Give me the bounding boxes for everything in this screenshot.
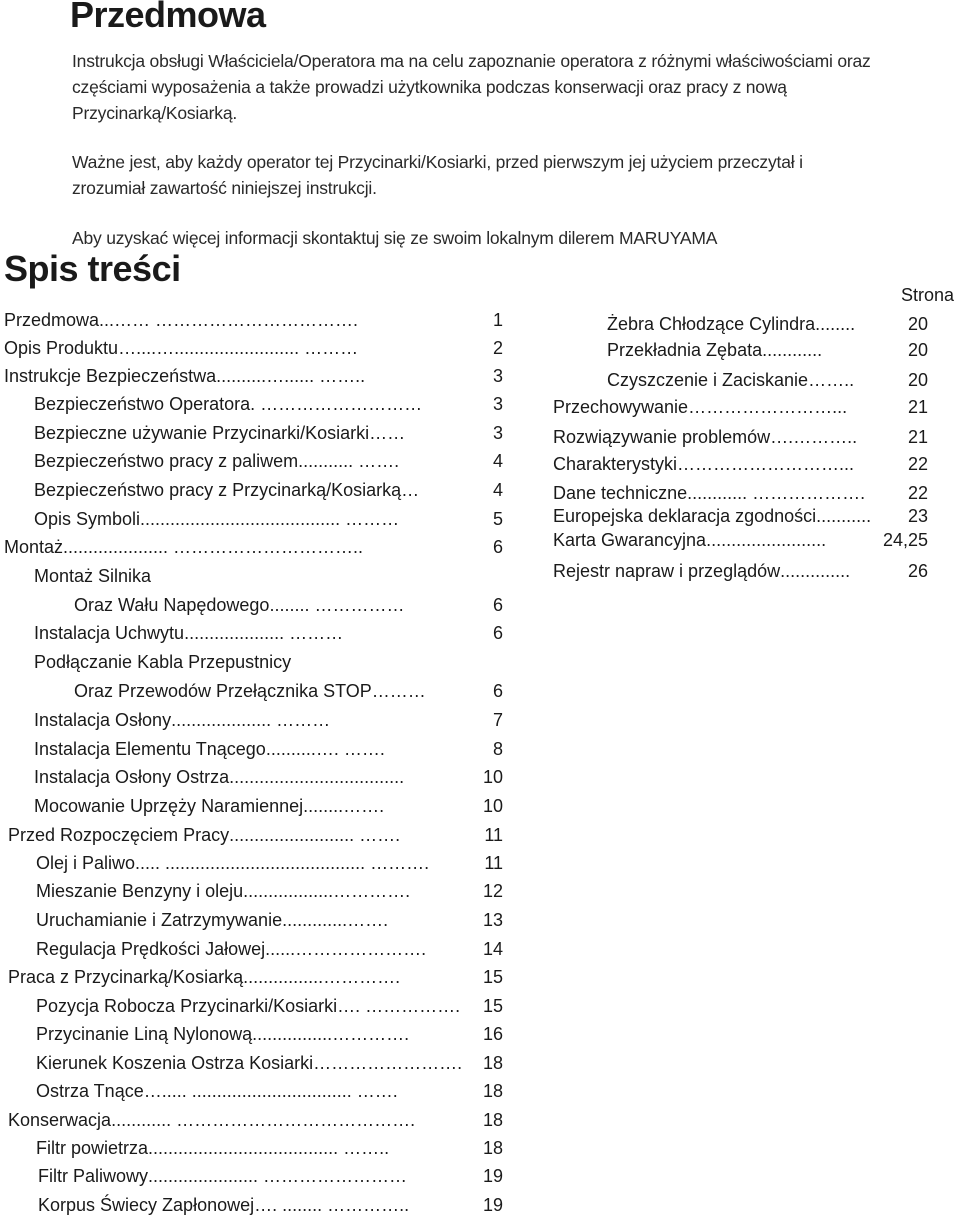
toc-entry-leader: ..... ........................................ ………. — [135, 853, 430, 873]
toc-entry-page: 11 — [484, 853, 503, 873]
toc-entry-leader: ...................... …………………… — [148, 1166, 408, 1186]
toc-entry — [553, 482, 928, 504]
intro-paragraph-3: Aby uzyskać więcej informacji skontaktuj się ze swoim lokalnym dilerem MARUYAMA — [72, 228, 718, 248]
toc-entry-title: Regulacja Prędkości Jałowej — [36, 939, 266, 959]
toc-entry-page: 12 — [482, 881, 503, 901]
toc-entry-title: Bezpieczne używanie Przycinarki/Kosiarki — [34, 423, 370, 443]
toc-entry-page: 2 — [492, 338, 503, 358]
toc-entry-page: 10 — [482, 767, 503, 787]
toc-entry — [36, 852, 503, 874]
toc-entry-title: Czyszczenie i Zaciskanie — [607, 370, 809, 390]
toc-entry-title: Opis Symboli — [34, 509, 141, 529]
toc-entry-leader: ........................ — [706, 530, 827, 550]
toc-entry-leader: ........... — [816, 506, 872, 526]
toc-entry-leader: ..........…. ……. — [265, 739, 385, 759]
toc-entry — [34, 565, 154, 587]
toc-entry-title: Instalacja Osłony Ostrza — [34, 767, 230, 787]
toc-entry-page: 11 — [484, 825, 503, 845]
toc-entry — [36, 909, 503, 931]
toc-entry-title: Przekładnia Zębata — [607, 340, 763, 360]
toc-entry-page: 20 — [907, 370, 928, 390]
toc-entry-leader: .............. — [780, 561, 851, 581]
toc-entry-title: Przechowywanie — [553, 397, 689, 417]
toc-entry-page: 18 — [482, 1110, 503, 1130]
toc-entry-title: Oraz Wału Napędowego — [74, 595, 270, 615]
toc-entry — [74, 680, 503, 702]
intro-line: Przycinarką/Kosiarką. — [72, 103, 238, 123]
toc-entry — [36, 1052, 503, 1074]
toc-title: Spis treści — [4, 248, 181, 289]
toc-entry — [553, 560, 928, 582]
toc-entry-leader: ..........…...... …….. — [216, 366, 366, 386]
toc-entry-leader: ………………………... — [677, 454, 855, 474]
toc-entry-title: Przycinanie Liną Nylonową — [36, 1024, 253, 1044]
toc-entry-leader: ................................... — [229, 767, 405, 787]
toc-entry-page: 16 — [482, 1024, 503, 1044]
toc-entry-page: 15 — [482, 967, 503, 987]
toc-entry-page: 6 — [492, 681, 503, 701]
intro-line: Ważne jest, aby każdy operator tej Przycinarki/Kosiarki, przed pierwszym jej użyciem przeczytał i — [72, 152, 803, 172]
toc-entry-page: 20 — [907, 314, 928, 334]
toc-entry-page: 8 — [492, 739, 503, 759]
toc-entry-title: Instrukcje Bezpieczeństwa — [4, 366, 217, 386]
toc-entry-page: 5 — [492, 509, 503, 529]
toc-entry-title: Europejska deklaracja zgodności — [553, 506, 817, 526]
toc-entry-leader: ............ — [762, 340, 823, 360]
toc-entry-leader: .................... ……… — [184, 623, 344, 643]
toc-entry-leader: …….. — [808, 370, 855, 390]
toc-entry-page: 19 — [482, 1195, 503, 1215]
toc-entry-page: 26 — [907, 561, 928, 581]
toc-entry-leader: ........……. — [303, 796, 385, 816]
toc-entry — [34, 795, 503, 817]
toc-entry — [607, 369, 928, 391]
toc-entry-leader: ...................................... …….. — [148, 1138, 390, 1158]
toc-entry-page: 1 — [492, 310, 503, 330]
toc-entry-page — [291, 651, 294, 673]
toc-entry-leader: ….……….. — [770, 427, 858, 447]
toc-entry-leader: …. ……………. — [337, 996, 461, 1016]
toc-entry — [553, 529, 928, 551]
toc-entry-title: Montaż — [4, 537, 64, 557]
intro-line: zrozumiał zawartość niniejszej instrukcji. — [72, 178, 377, 198]
toc-entry-title: Rozwiązywanie problemów — [553, 427, 771, 447]
toc-entry-leader: .............……. — [282, 910, 389, 930]
toc-entry-page: 19 — [482, 1166, 503, 1186]
toc-entry — [34, 450, 503, 472]
toc-entry — [34, 393, 503, 415]
toc-entry — [607, 339, 928, 361]
toc-entry-title: Podłączanie Kabla Przepustnicy — [34, 652, 292, 672]
toc-entry-leader: ........... ……. — [298, 451, 400, 471]
toc-entry — [8, 1109, 503, 1131]
toc-entry-page: 23 — [907, 506, 928, 526]
toc-entry-leader: ..................…………. — [243, 881, 411, 901]
toc-entry-leader: ..................... ………………………….. — [63, 537, 364, 557]
toc-entry-page — [151, 565, 154, 587]
toc-entry-page: 21 — [907, 427, 928, 447]
toc-entry-title: Montaż Silnika — [34, 566, 152, 586]
toc-entry — [36, 1137, 503, 1159]
toc-entry-title: Kierunek Koszenia Ostrza Kosiarki — [36, 1053, 314, 1073]
toc-entry — [8, 824, 503, 846]
toc-entry-title: Dane techniczne — [553, 483, 688, 503]
toc-entry — [36, 938, 503, 960]
toc-entry-title: Praca z Przycinarką/Kosiarką — [8, 967, 244, 987]
toc-entry-page: 3 — [492, 394, 503, 414]
toc-entry — [4, 365, 503, 387]
toc-entry-title: Instalacja Uchwytu — [34, 623, 185, 643]
toc-entry-page: 18 — [482, 1138, 503, 1158]
toc-entry-page: 18 — [482, 1053, 503, 1073]
toc-entry-leader: ................…………. — [252, 1024, 410, 1044]
toc-entry-title: Rejestr napraw i przeglądów — [553, 561, 781, 581]
toc-entry-title: Przedmowa — [4, 310, 100, 330]
toc-entry-leader: ........ …………… — [269, 595, 405, 615]
toc-entry-title: Mieszanie Benzyny i oleju — [36, 881, 244, 901]
toc-entry — [553, 453, 928, 475]
toc-entry-leader: ……………………. — [313, 1053, 463, 1073]
toc-entry-page: 4 — [492, 480, 503, 500]
toc-entry — [36, 880, 503, 902]
intro-paragraph-1 — [72, 48, 871, 126]
toc-entry-page: 18 — [482, 1081, 503, 1101]
toc-entry-title: Filtr powietrza — [36, 1138, 149, 1158]
toc-entry-title: Korpus Świecy Zapłonowej — [38, 1195, 255, 1215]
toc-entry-page: 3 — [492, 366, 503, 386]
toc-entry-page: 22 — [907, 483, 928, 503]
toc-entry-title: Bezpieczeństwo pracy z Przycinarką/Kosiarką — [34, 480, 402, 500]
toc-entry-page: 21 — [907, 397, 928, 417]
toc-entry — [4, 337, 503, 359]
toc-entry-title: Bezpieczeństwo pracy z paliwem — [34, 451, 299, 471]
toc-entry — [36, 995, 503, 1017]
toc-entry-leader: .................... ……… — [171, 710, 331, 730]
toc-entry-page: 24,25 — [882, 530, 928, 550]
toc-entry-page: 6 — [492, 623, 503, 643]
toc-entry — [34, 622, 503, 644]
toc-entry — [34, 508, 503, 530]
toc-entry — [553, 505, 928, 527]
toc-entry — [553, 426, 928, 448]
toc-entry — [34, 738, 503, 760]
toc-entry-title: Uruchamianie i Zatrzymywanie — [36, 910, 283, 930]
toc-entry-page: 3 — [492, 423, 503, 443]
toc-entry-leader: ……… — [371, 681, 426, 701]
toc-entry — [607, 313, 928, 335]
toc-entry-page: 14 — [482, 939, 503, 959]
toc-entry-title: Bezpieczeństwo Operatora — [34, 394, 251, 414]
toc-entry — [36, 1023, 503, 1045]
toc-entry-leader: ......…………………. — [265, 939, 427, 959]
toc-entry-page: 6 — [492, 537, 503, 557]
toc-entry — [34, 651, 294, 673]
toc-entry-page: 13 — [482, 910, 503, 930]
toc-entry-title: Charakterystyki — [553, 454, 678, 474]
toc-entry-leader: …… — [369, 423, 406, 443]
toc-entry — [36, 1080, 503, 1102]
toc-entry-title: Olej i Paliwo — [36, 853, 136, 873]
toc-entry — [74, 594, 503, 616]
toc-entry-page: 15 — [482, 996, 503, 1016]
toc-entry-title: Ostrza Tnące — [36, 1081, 144, 1101]
toc-entry-page: 6 — [492, 595, 503, 615]
toc-entry-title: Pozycja Robocza Przycinarki/Kosiarki — [36, 996, 338, 1016]
toc-entry-leader: ........ — [815, 314, 856, 334]
toc-entry — [4, 309, 503, 331]
toc-entry — [38, 1165, 503, 1187]
toc-entry-page: 20 — [907, 340, 928, 360]
toc-entry-page: 10 — [482, 796, 503, 816]
toc-entry-title: Przed Rozpoczęciem Pracy — [8, 825, 230, 845]
toc-entry-title: Instalacja Elementu Tnącego — [34, 739, 266, 759]
toc-entry-title: Żebra Chłodzące Cylindra — [607, 314, 816, 334]
toc-entry-leader: ...…… ……………………………. — [99, 310, 359, 330]
toc-entry-leader: ............ …………………………………. — [111, 1110, 416, 1130]
toc-entry-leader: ......................... ……. — [229, 825, 401, 845]
toc-entry-title: Filtr Paliwowy — [38, 1166, 149, 1186]
toc-entry-title: Konserwacja — [8, 1110, 112, 1130]
toc-entry-leader: ........................................ ……… — [140, 509, 400, 529]
toc-entry-title: Karta Gwarancyjna — [553, 530, 707, 550]
toc-entry — [34, 709, 503, 731]
toc-entry — [34, 422, 503, 444]
intro-line: Instrukcja obsługi Właściciela/Operatora ma na celu zapoznanie operatora z różnymi właściwościami oraz — [72, 51, 871, 71]
toc-entry-leader: ……………………... — [688, 397, 848, 417]
toc-entry-leader: ................…………. — [243, 967, 401, 987]
toc-entry-page: 22 — [907, 454, 928, 474]
toc-entry — [4, 536, 503, 558]
toc-entry-leader: …. ........ ………….. — [254, 1195, 410, 1215]
toc-entry-leader: … — [401, 480, 420, 500]
intro-paragraph-2 — [72, 149, 803, 201]
toc-entry-leader: . ……………………… — [250, 394, 423, 414]
toc-entry-page: 4 — [492, 451, 503, 471]
toc-entry — [8, 966, 503, 988]
toc-entry-title: Oraz Przewodów Przełącznika STOP — [74, 681, 372, 701]
toc-entry — [38, 1194, 503, 1216]
toc-entry-title: Mocowanie Uprzęży Naramiennej — [34, 796, 304, 816]
toc-entry-leader: …..... ................................ ……. — [143, 1081, 398, 1101]
toc-entry-page: 7 — [492, 710, 503, 730]
toc-entry-title: Opis Produktu — [4, 338, 119, 358]
intro-line: częściami wyposażenia a także prowadzi użytkownika podczas konserwacji oraz pracy z nową — [72, 77, 787, 97]
page-column-label: Strona — [901, 285, 955, 305]
toc-entry-title: Instalacja Osłony — [34, 710, 172, 730]
page-title: Przedmowa — [70, 0, 266, 35]
toc-entry — [34, 479, 503, 501]
toc-entry — [34, 766, 503, 788]
toc-entry-leader: …....…......................... ……… — [118, 338, 359, 358]
toc-entry — [553, 396, 928, 418]
toc-entry-leader: ............ ………………. — [687, 483, 866, 503]
